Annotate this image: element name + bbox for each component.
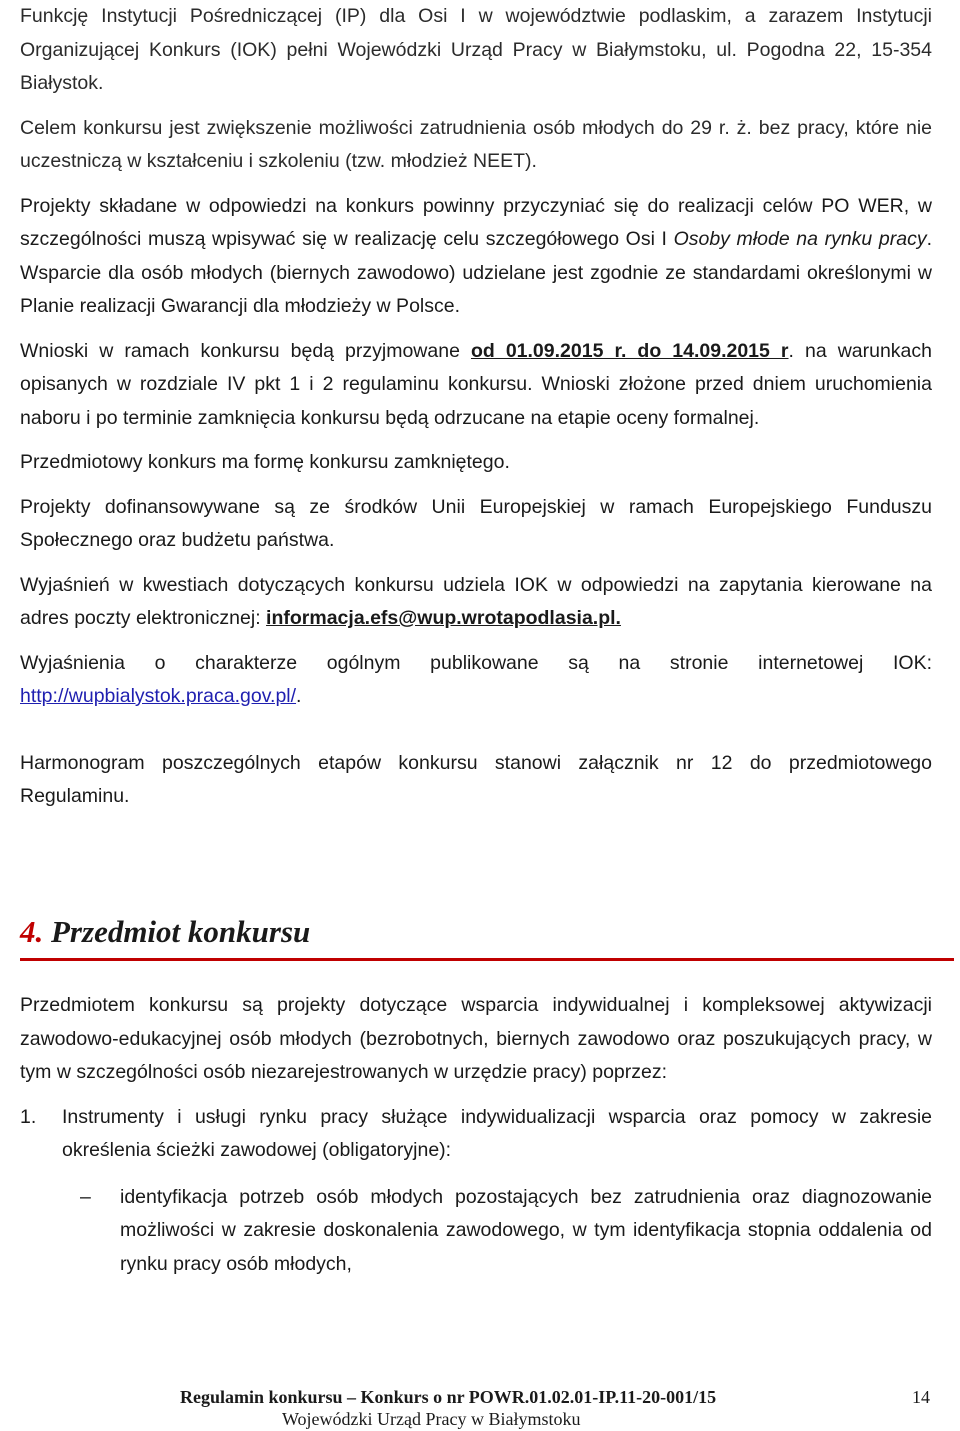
heading-underline xyxy=(20,958,954,961)
email-link[interactable]: informacja.efs@wup.wrotapodlasia.pl. xyxy=(266,607,621,629)
paragraph-institution xyxy=(20,0,932,101)
paragraph-website xyxy=(20,647,932,714)
paragraph-explanations-text: Wyjaśnień w kwestiach dotyczących konkursu udziela IOK w odpowiedzi na zapytania kierowane na adres poczty elektronicznej: xyxy=(20,573,932,629)
paragraph-projects-text-end: . Wsparcie dla osób młodych (biernych zawodowo) udzielane jest zgodnie ze standardami określonymi w Planie realizacji Gwarancji dla młodzieży w Polsce. xyxy=(20,228,932,317)
document-body xyxy=(20,0,932,814)
paragraph-closed-competition-text: Przedmiotowy konkurs ma formę konkursu zamkniętego. xyxy=(20,451,510,473)
paragraph-applications-text: Wnioski w ramach konkursu będą przyjmowane xyxy=(20,339,471,362)
paragraph-website-period: . xyxy=(296,685,302,707)
paragraph-funding-text: Projekty dofinansowywane są ze środków Unii Europejskiej w ramach Europejskiego Funduszu Społecznego oraz budżetu państwa. xyxy=(20,495,932,551)
paragraph-schedule-text: Harmonogram poszczególnych etapów konkursu stanowi załącznik nr 12 do przedmiotowego Regulaminu. xyxy=(20,751,932,807)
dash-list-item-text: identyfikacja potrzeb osób młodych pozostających bez zatrudnienia oraz diagnozowanie możliwości w zakresie doskonalenia zawodowego, w tym identyfikacja stopnia oddalenia od rynku pracy osób młodych, xyxy=(120,1185,932,1275)
list-item-text: Instrumenty i usługi rynku pracy służące indywidualizacji wsparcia oraz pomocy w zakresie określenia ścieżki zawodowej (obligatoryjne): xyxy=(62,1105,932,1161)
paragraph-goal-text: Celem konkursu jest zwiększenie możliwości zatrudnienia osób młodych do 29 r. ż. bez pracy, które nie uczestniczą w kształceniu i szkoleniu (tzw. młodzież NEET). xyxy=(20,116,932,172)
paragraph-applications-text-end: . na warunkach opisanych w rozdziale IV pkt 1 i 2 regulaminu konkursu. Wnioski złożone przed dniem uruchomienia naboru i po terminie zamknięcia konkursu będą odrzucane na etapie oceny formalnej. xyxy=(20,339,932,429)
dash-bullet-icon: – xyxy=(80,1185,91,1208)
paragraph-projects-text: Projekty składane w odpowiedzi na konkurs powinny przyczyniać się do realizacji celów PO WER, w szczególności muszą wpisywać się w realizację celu szczegółowego Osi I xyxy=(20,194,932,250)
paragraph-website-text: Wyjaśnienia o charakterze ogólnym publikowane są na stronie internetowej IOK: xyxy=(20,651,932,674)
section-body xyxy=(20,989,932,1281)
paragraph-explanations xyxy=(20,569,932,636)
paragraph-institution-text: Funkcję Instytucji Pośredniczącej (IP) dla Osi I w województwie podlaskim, a zarazem Instytucji Organizującej Konkurs (IOK) pełni Wojewódzki Urząd Pracy w Białymstoku, ul. Pogodna 22, 15-354 Białystok. xyxy=(20,5,932,94)
footer-title: Regulamin konkursu – Konkurs o nr POWR.01.02.01-IP.11-20-001/15 xyxy=(180,1387,717,1407)
section-intro xyxy=(20,989,932,1090)
paragraph-goal xyxy=(20,112,932,179)
paragraph-projects-italic: Osoby młode na rynku pracy xyxy=(673,228,927,250)
section-intro-text: Przedmiotem konkursu są projekty dotyczące wsparcia indywidualnej i kompleksowej aktywizacji zawodowo-edukacyjnej osób młodych (bezrobotnych, biernych zawodowo oraz poszukujących pracy, w tym w szczególności osób niezarejestrowanych w urzędzie pracy) poprzez: xyxy=(20,994,932,1083)
paragraph-projects xyxy=(20,190,932,324)
paragraph-applications xyxy=(20,335,932,436)
paragraph-schedule xyxy=(20,747,932,814)
section-number: 4. xyxy=(20,914,44,949)
page-number: 14 xyxy=(912,1387,930,1407)
paragraph-closed-competition xyxy=(20,446,932,480)
section-title: Przedmiot konkursu xyxy=(51,914,311,949)
application-dates: od 01.09.2015 r. do 14.09.2015 r xyxy=(470,339,789,362)
section-heading xyxy=(20,912,932,952)
footer-institution: Wojewódzki Urząd Pracy w Białymstoku xyxy=(282,1409,581,1429)
list-item-number: 1. xyxy=(20,1105,37,1128)
website-link[interactable]: http://wupbialystok.praca.gov.pl/ xyxy=(20,685,297,707)
dash-list-item xyxy=(20,1181,932,1282)
paragraph-funding xyxy=(20,491,932,558)
list-item xyxy=(20,1101,932,1168)
